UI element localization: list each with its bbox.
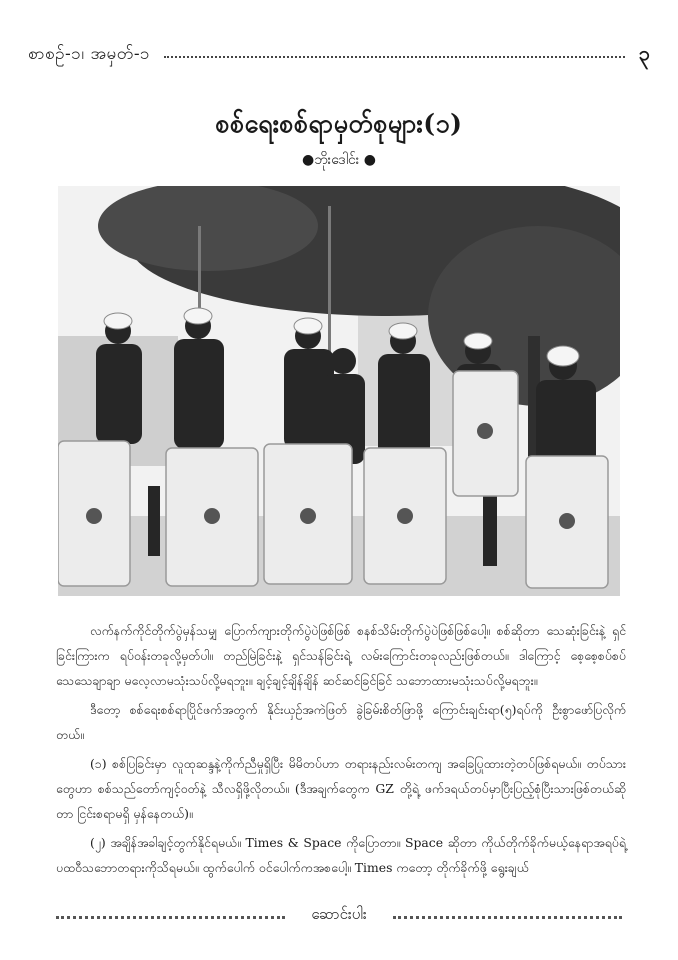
header-dotted-rule <box>164 56 625 58</box>
article-photo <box>58 186 620 596</box>
article-author: ●ဘိုးဒေါင်း ● <box>301 152 376 168</box>
footer-dotted-rule-left <box>56 916 285 919</box>
footer-dotted-rule-right <box>393 916 622 919</box>
article-body <box>56 618 626 884</box>
continued-label: ဆောင်းပါး <box>311 905 367 923</box>
article-title: စစ်ရေးစစ်ရာမှတ်စုများ(၁) <box>215 109 463 138</box>
paragraph: လက်နက်ကိုင်တိုက်ပွဲမှန်သမျှ ပြောက်ကျားတိုက်ပွဲပဲဖြစ်ဖြစ် စနစ်သိမ်းတိုက်ပွဲပဲဖြစ်ဖြစ်ပေါ့။ စစ်ဆိုတာ သေဆုံးခြင်းနဲ့ ရှင်ခြင်းကြားက ရပ်ဝန်းတခုလို့မှတ်ပါ။ တည်မြဲခြင်းနဲ့ ရှင်သန်ခြင်းရဲ့ လမ်းကြောင်းတခုလည်းဖြစ်တယ်။ ဒါကြောင့် စေ့စေ့စပ်စပ် သေသေချာချာ မလေ့လာမသုံးသပ်လို့မရဘူး။ ချင့်ချင့်ချိန်ချိန် ဆင်ဆင်ခြင်ခြင် သဘောထားမသုံးသပ်လို့မရဘူး။ <box>56 623 626 688</box>
paragraph: (၂) အချိန်အခါချင့်တွက်နိုင်ရမယ်။ Times & Space ကိုပြောတာ။ Space ဆိုတာ ကိုယ်တိုက်ခိုက်မယ့်နေရာအရပ်ရဲ့ ပထဝီသဘောတရားကိုသိရမယ်။ ထွက်ပေါက် ဝင်ပေါက်ကအစပေါ့။ Times ကတော့ တိုက်ခိုက်ဖို့ ရွေးချယ် <box>56 835 626 875</box>
photo-illustration <box>58 186 620 596</box>
paragraph: ဒီတော့ စစ်ရေးစစ်ရာပြိုင်ဖက်အတွက် နိုင်းယှဉ်အကဲဖြတ် ခွဲခြမ်းစိတ်ဖြာဖို့ ကြောင်းချင်းရာ(၅)ရပ်ကို ဦးစွာဖော်ပြလိုက်တယ်။ <box>56 702 626 742</box>
issue-label: စာစဉ်-၁၊ အမှတ်-၁ <box>28 43 151 64</box>
paragraph: (၁) စစ်ပြခြင်းမှာ လူထုဆန္ဒနဲ့ကိုက်ညီမှုရှိပြီး မိမိတပ်ဟာ တရားနည်းလမ်းတကျ အခြေပြုထားတဲ့တပ်ဖြစ်ရမယ်။ တပ်သားတွေဟာ စစ်သည်တော်ကျင့်ဝတ်နဲ့ သီလရှိဖို့လိုတယ်။ (ဒီအချက်တွေက GZ တို့ရဲ့ ဖက်ဒရယ်တပ်မှာပြီးပြည့်စုံပြီးသားဖြစ်တယ်ဆိုတာ ငြင်းစရာမရှိ မှန်နေတယ်)။ <box>56 756 626 821</box>
page-number: ၃ <box>638 41 650 65</box>
running-header <box>28 40 650 70</box>
page-footer <box>56 904 622 928</box>
